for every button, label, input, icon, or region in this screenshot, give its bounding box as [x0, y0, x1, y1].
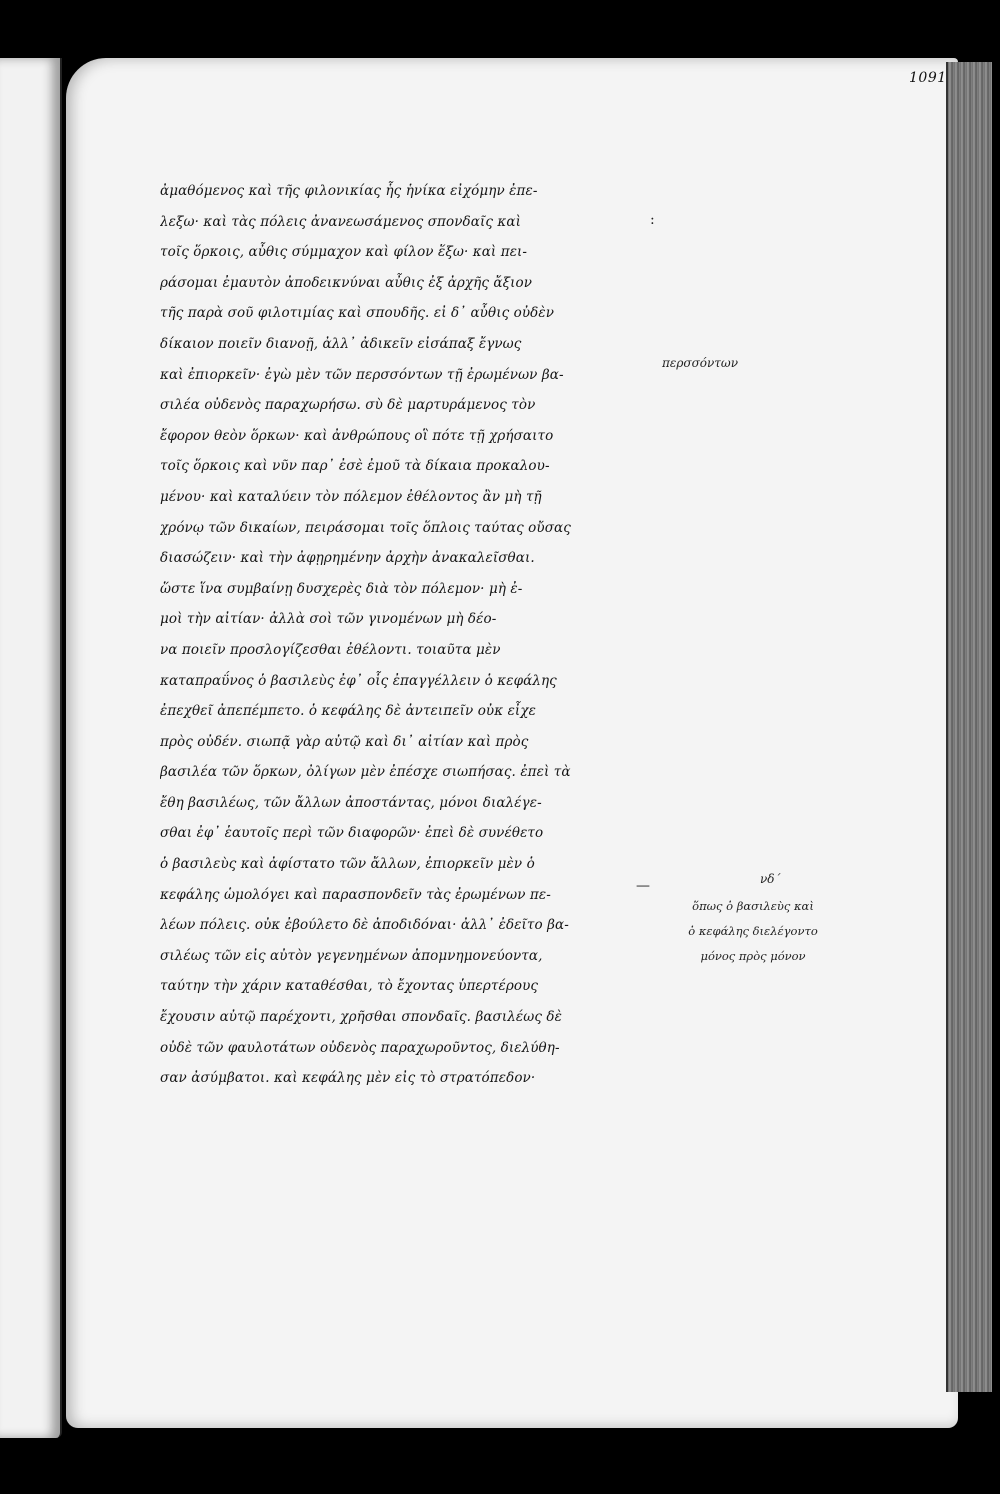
text-line: τοῖς ὅρκοις, αὖθις σύμμαχον καὶ φίλον ἕξω· καὶ πει- — [160, 244, 528, 261]
text-line: ὥστε ἵνα συμβαίνῃ δυσχερὲς διὰ τὸν πόλεμον· μὴ ἐ- — [160, 580, 523, 597]
main-text-block — [160, 176, 660, 1094]
text-line: σιλέα οὐδενὸς παραχωρήσω. σὺ δὲ μαρτυράμενος τὸν — [160, 397, 536, 414]
book-fore-edge — [946, 62, 992, 1392]
text-line: καταπραΰνος ὁ βασιλεὺς ἐφ᾽ οἷς ἐπαγγέλλειν ὁ κεφάλης — [160, 672, 557, 689]
text-line: ράσομαι ἐμαυτὸν ἀποδεικνύναι αὖθις ἐξ ἀρχῆς ἄξιον — [160, 274, 533, 291]
text-line: ἔφορον θεὸν ὅρκων· καὶ ἀνθρώπους οἳ πότε τῇ χρήσαιτο — [160, 427, 554, 444]
margin-mark: — — [636, 878, 650, 894]
text-line: τοῖς ὅρκοις καὶ νῦν παρ᾽ ἐσὲ ἐμοῦ τὰ δίκαια προκαλου- — [160, 458, 550, 475]
text-line: ὁ βασιλεὺς καὶ ἀφίστατο τῶν ἄλλων, ἐπιορκεῖν μὲν ὁ — [160, 856, 535, 873]
text-line: ἀμαθόμενος καὶ τῆς φιλονικίας ἧς ἡνίκα εἰχόμην ἐπε- — [160, 183, 538, 199]
margin-mark: : — [650, 212, 655, 228]
folio-number: 1091 — [909, 70, 947, 86]
text-line: διασώζειν· καὶ τὴν ἀφῃρημένην ἀρχὴν ἀνακαλεῖσθαι. — [160, 550, 535, 567]
margin-note-2 — [668, 894, 838, 969]
text-line: σθαι ἐφ᾽ ἑαυτοῖς περὶ τῶν διαφορῶν· ἐπεὶ δὲ συνέθετο — [160, 825, 544, 842]
text-line: ἔχουσιν αὐτῷ παρέχοντι, χρῆσθαι σπονδαῖς. βασιλέως δὲ — [160, 1009, 563, 1026]
text-line: σαν ἀσύμβατοι. καὶ κεφάλης μὲν εἰς τὸ στρατόπεδον· — [160, 1070, 536, 1087]
margin-note-line: μόνος πρὸς μόνον — [700, 949, 806, 963]
text-line: ταύτην τὴν χάριν καταθέσθαι, τὸ ἔχοντας ὑπερτέρους — [160, 978, 539, 995]
margin-note-line: ὁ κεφάλης διελέγοντο — [688, 924, 818, 938]
text-line: οὐδὲ τῶν φαυλοτάτων οὐδενὸς παραχωροῦντος, διελύθη- — [160, 1039, 560, 1056]
text-line: μένου· καὶ καταλύειν τὸν πόλεμον ἐθέλοντος ἂν μὴ τῇ — [160, 488, 542, 505]
text-line: λεξω· καὶ τὰς πόλεις ἀνανεωσάμενος σπονδαῖς καὶ — [160, 213, 521, 230]
text-line: λέων πόλεις. οὐκ ἐβούλετο δὲ ἀποδιδόναι· ἀλλ᾽ ἐδεῖτο βα- — [160, 917, 569, 934]
text-line: ἔθη βασιλέως, τῶν ἄλλων ἀποστάντας, μόνοι διαλέγε- — [160, 794, 542, 811]
text-line: μοὶ τὴν αἰτίαν· ἀλλὰ σοὶ τῶν γινομένων μὴ δέο- — [160, 611, 497, 628]
margin-note-line: ὅπως ὁ βασιλεὺς καὶ — [692, 899, 814, 913]
text-line: να ποιεῖν προσλογίζεσθαι ἐθέλοντι. τοιαῦτα μὲν — [160, 641, 501, 658]
text-line: κεφάλης ὡμολόγει καὶ παρασπονδεῖν τὰς ἐρωμένων πε- — [160, 886, 551, 903]
text-line: σιλέως τῶν εἰς αὐτὸν γεγενημένων ἀπομνημονεύοντα, — [160, 947, 543, 964]
text-line: βασιλέα τῶν ὅρκων, ὀλίγων μὲν ἐπέσχε σιωπήσας. ἐπεὶ τὰ — [160, 764, 571, 781]
text-line: πρὸς οὐδέν. σιωπᾷ γὰρ αὐτῷ καὶ δι᾽ αἰτίαν καὶ πρὸς — [160, 733, 529, 750]
text-line: καὶ ἐπιορκεῖν· ἐγὼ μὲν τῶν περσσόντων τῇ ἐρωμένων βα- — [160, 366, 564, 383]
text-line: χρόνῳ τῶν δικαίων, πειράσομαι τοῖς ὅπλοις ταύτας οὔσας — [160, 519, 571, 536]
facing-page-edge — [0, 58, 62, 1438]
text-line: ἐπεχθεῖ ἀπεπέμπετο. ὁ κεφάλης δὲ ἀντειπεῖν οὐκ εἶχε — [160, 703, 536, 720]
margin-note-2-number: νδ΄ — [760, 872, 781, 886]
text-line: δίκαιον ποιεῖν διανοῇ, ἀλλ᾽ ἀδικεῖν εἰσάπαξ ἔγνως — [160, 335, 522, 352]
margin-note-1: περσσόντων — [662, 356, 739, 370]
text-line: τῆς παρὰ σοῦ φιλοτιμίας καὶ σπουδῆς. εἰ δ᾽ αὖθις οὐδὲν — [160, 305, 555, 322]
